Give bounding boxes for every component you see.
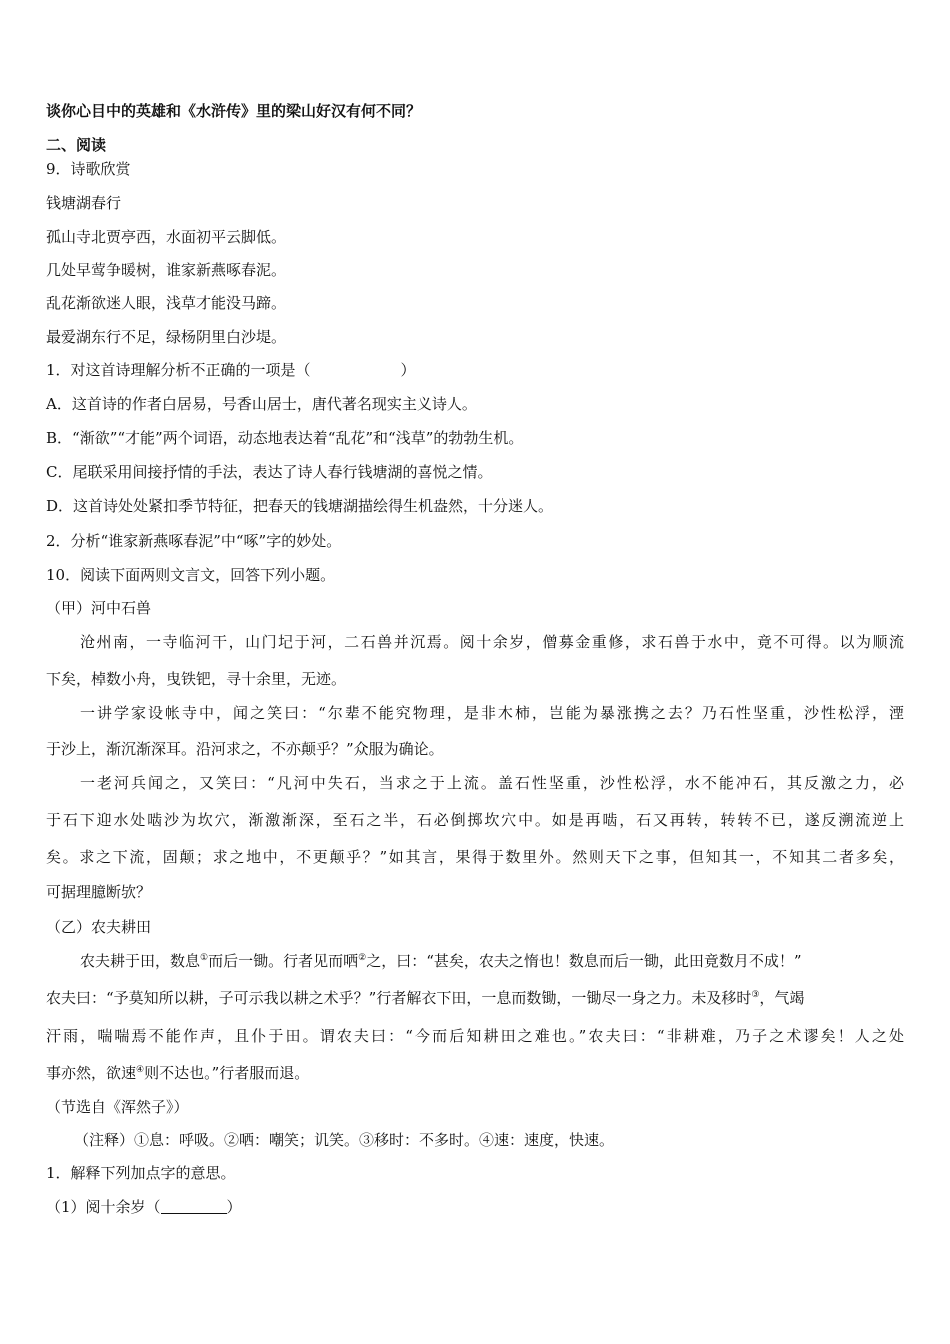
item-text: ）	[226, 1198, 242, 1216]
q10-sub1-item1	[46, 1197, 242, 1217]
poem-line: 乱花渐欲迷人眼，浅草才能没马蹄。	[46, 294, 287, 312]
option-a: A．这首诗的作者白居易，号香山居士，唐代著名现实主义诗人。	[46, 395, 477, 413]
option-b: B．“渐欲”“才能”两个词语，动态地表达着“乱花”和“浅草”的勃勃生机。	[46, 429, 524, 447]
jia-title: （甲）河中石兽	[46, 599, 152, 617]
yi-text: 事亦然，欲速	[46, 1064, 137, 1082]
jia-line: 沧州南，一寺临河干，山门圮于河，二石兽并沉焉。阅十余岁，僧募金重修，求石兽于水中，竟不可得。以为顺流	[80, 633, 904, 651]
yi-text: 则不达也。”行者服而退。	[144, 1064, 310, 1082]
yi-text: 而后一锄。行者见而哂	[208, 952, 359, 970]
heading-question: 谈你心目中的英雄和《水浒传》里的梁山好汉有何不同？	[46, 102, 422, 120]
yi-line	[46, 1063, 309, 1083]
item-text: （1）阅十余岁（	[46, 1198, 161, 1216]
poem-line: 几处早莺争暖树，谁家新燕啄春泥。	[46, 261, 287, 279]
yi-text: ，气竭	[759, 989, 805, 1007]
jia-line: 矣。求之下流，固颠；求之地中，不更颠乎？”如其言，果得于数里外。然则天下之事，但知其一，不知其二者多矣，	[46, 848, 904, 866]
jia-line: 一老河兵闻之，又笑曰：“凡河中失石，当求之于上流。盖石性坚重，沙性松浮，水不能冲石，其反激之力，必	[80, 774, 904, 792]
section-title: 二、阅读	[46, 136, 107, 154]
q10-title: 10．阅读下面两则文言文，回答下列小题。	[46, 566, 336, 584]
yi-title: （乙）农夫耕田	[46, 918, 152, 936]
yi-line	[80, 951, 802, 971]
jia-line: 下矣，棹数小舟，曳铁钯，寻十余里，无迹。	[46, 670, 347, 688]
yi-text: 农夫曰：“予莫知所以耕，子可示我以耕之术乎？”行者解衣下田，一息而数锄，一锄尽一身之力。未及移时	[46, 989, 752, 1007]
poem-line: 孤山寺北贾亭西，水面初平云脚低。	[46, 228, 287, 246]
footnote-mark: ①	[200, 953, 209, 963]
yi-text: 之，曰：“甚矣，农夫之惰也！数息而后一锄，此田竟数月不成！”	[366, 952, 802, 970]
footnote-mark: ④	[136, 1065, 145, 1075]
source-note: （节选自《浑然子》）	[46, 1098, 189, 1116]
jia-line: 可据理臆断欤？	[46, 883, 152, 901]
jia-line: 于石下迎水处啮沙为坎穴，渐激渐深，至石之半，石必倒掷坎穴中。如是再啮，石又再转，转转不已，遂反溯流逆上	[46, 811, 904, 829]
poem-title: 钱塘湖春行	[46, 194, 122, 212]
option-c: C．尾联采用间接抒情的手法，表达了诗人春行钱塘湖的喜悦之情。	[46, 463, 493, 481]
answer-blank[interactable]	[161, 1199, 227, 1214]
yi-line	[46, 988, 804, 1008]
footnote-mark: ③	[751, 990, 760, 1000]
footnote-mark: ②	[358, 953, 367, 963]
q9-title: 9．诗歌欣赏	[46, 160, 131, 178]
q9-sub2: 2．分析“谁家新燕啄春泥”中“啄”字的妙处。	[46, 532, 342, 550]
jia-line: 一讲学家设帐寺中，闻之笑曰：“尔辈不能究物理，是非木柿，岂能为暴涨携之去？乃石性坚重，沙性松浮，湮	[80, 704, 904, 722]
annotation-notes: （注释）①息：呼吸。②哂：嘲笑；讥笑。③移时：不多时。④速：速度，快速。	[74, 1131, 615, 1149]
yi-text: 农夫耕于田，数息	[80, 952, 201, 970]
jia-line: 于沙上，渐沉渐深耳。沿河求之，不亦颠乎？”众服为确论。	[46, 740, 444, 758]
q10-sub1: 1．解释下列加点字的意思。	[46, 1164, 236, 1182]
yi-line: 汗雨，喘喘焉不能作声，且仆于田。谓农夫曰：“今而后知耕田之难也。”农夫曰：“非耕难，乃子之术谬矣！人之处	[46, 1027, 904, 1045]
option-d: D．这首诗处处紧扣季节特征，把春天的钱塘湖描绘得生机盎然，十分迷人。	[46, 497, 554, 515]
poem-line: 最爱湖东行不足，绿杨阴里白沙堤。	[46, 328, 287, 346]
q9-sub1-stem: 1．对这首诗理解分析不正确的一项是（ ）	[46, 361, 416, 379]
